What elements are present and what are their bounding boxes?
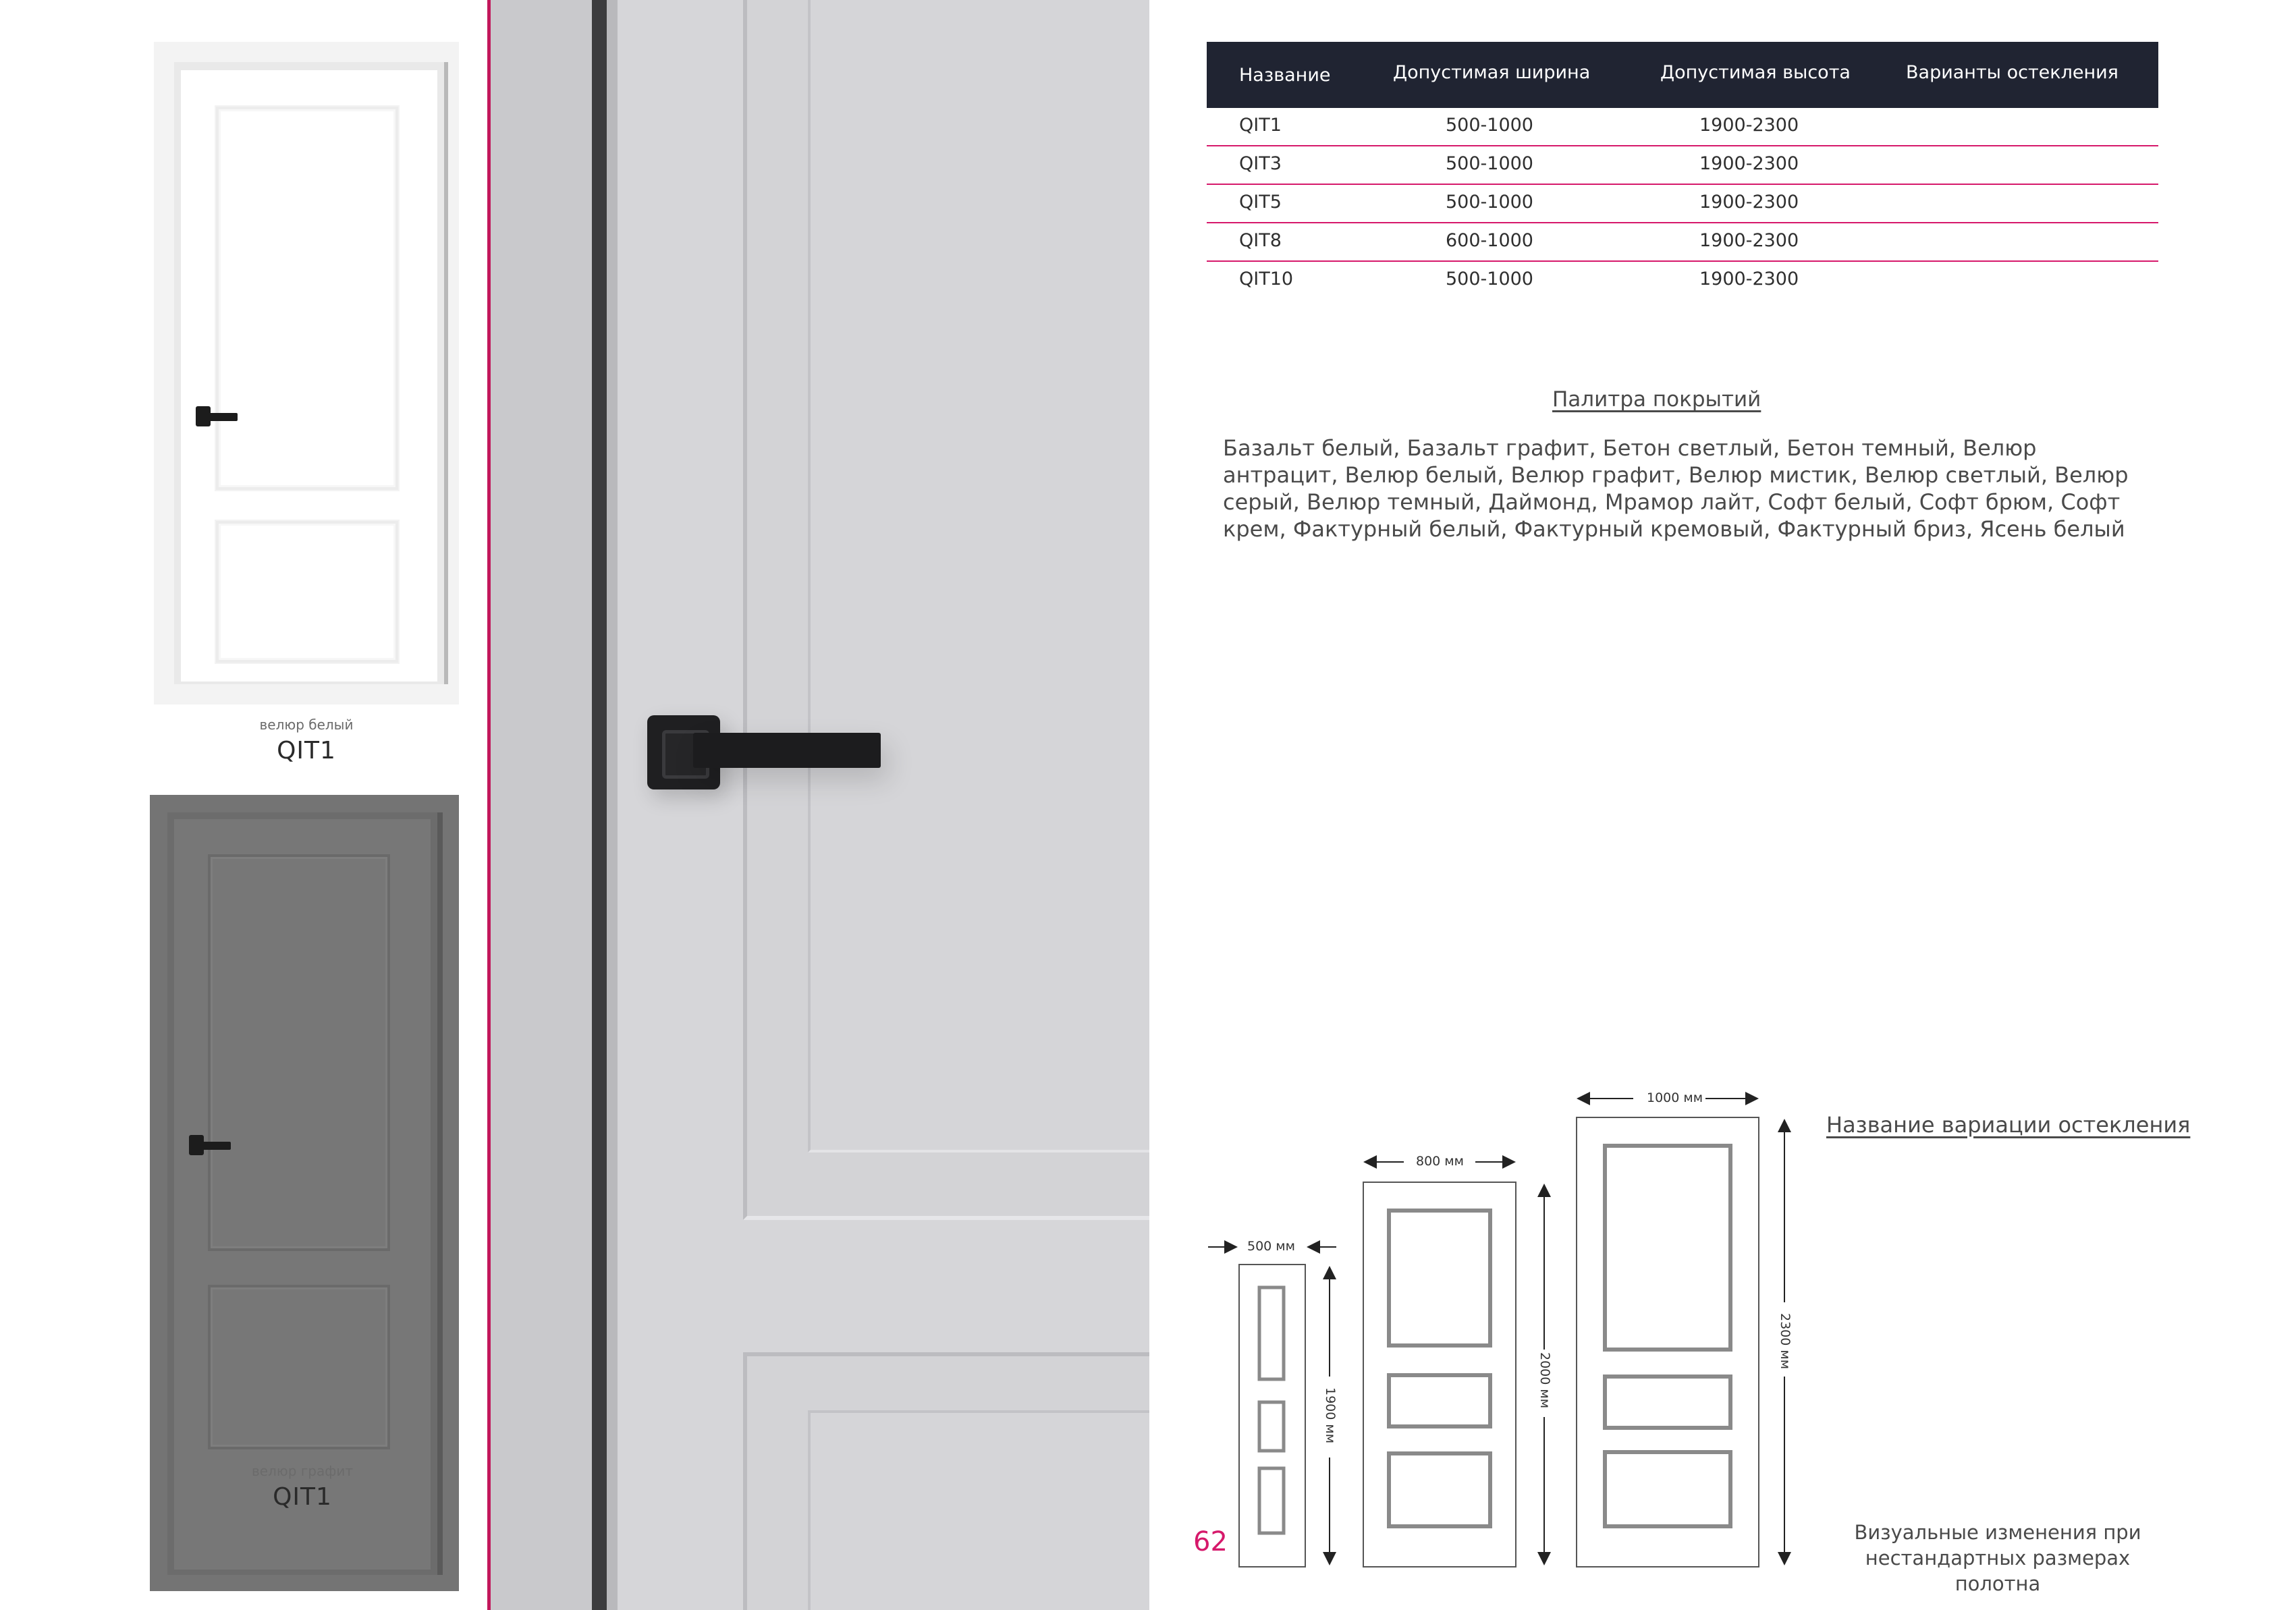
- door-leaf: [174, 819, 431, 1570]
- glazing-panel: [1259, 1402, 1284, 1451]
- palette-list: Базальт белый, Базальт графит, Бетон светлый, Бетон темный, Велюр антрацит, Велюр белый, Велюр графит, Велюр мистик, Велюр светлый, Велюр серый, Велюр темный, Даймонд, Мрамор лайт, Софт белый, Софт брюм, Софт крем, Фактурный белый, Фактурный кремовый, Фактурный бриз, Ясень белый: [1223, 435, 2129, 542]
- cell-width: 500-1000: [1446, 192, 1533, 213]
- glazing-panel: [1389, 1375, 1490, 1426]
- cell-name: QIT1: [1239, 115, 1282, 136]
- table-row: [1207, 185, 2158, 223]
- cell-name: QIT8: [1239, 230, 1282, 251]
- door-panel-upper-inner: [808, 0, 1149, 1153]
- door-leaf: [181, 70, 437, 682]
- glazing-panel: [1605, 1452, 1730, 1526]
- palette-title: Палитра покрытий: [1552, 387, 1761, 412]
- door-thumbnail-white: [154, 42, 459, 704]
- width-label-1000: 1000 мм: [1644, 1090, 1705, 1105]
- cell-height: 1900-2300: [1699, 115, 1799, 136]
- door-handle-lever: [198, 1142, 231, 1150]
- cell-name: QIT10: [1239, 269, 1294, 289]
- width-label-800: 800 мм: [1413, 1154, 1467, 1169]
- door-edge: [607, 0, 618, 1610]
- cell-height: 1900-2300: [1699, 230, 1799, 251]
- dimensions-table: [1207, 42, 2158, 299]
- header-name: Название: [1239, 65, 1331, 86]
- door-handle-lever: [205, 413, 238, 421]
- cell-name: QIT3: [1239, 153, 1282, 174]
- door-panel-upper: [216, 107, 398, 490]
- door-closeup-image: [491, 0, 1149, 1610]
- header-width: Допустимая ширина: [1393, 62, 1591, 83]
- door-panel-lower: [216, 521, 398, 663]
- cell-width: 600-1000: [1446, 230, 1533, 251]
- door-gap: [592, 0, 607, 1610]
- size-change-note: Визуальные изменения при нестандартных размерах полотна: [1854, 1521, 2141, 1595]
- cell-width: 500-1000: [1446, 153, 1533, 174]
- glazing-panel: [1389, 1211, 1490, 1345]
- cell-width: 500-1000: [1446, 269, 1533, 289]
- glazing-panel: [1605, 1377, 1730, 1428]
- height-label-1900: 1900 мм: [1323, 1387, 1338, 1444]
- door-panel-lower: [208, 1285, 390, 1449]
- glazing-diagram: [1201, 1080, 1822, 1579]
- glazing-variation-title: Название вариации остекления: [1826, 1112, 2191, 1138]
- header-glazing: Варианты остекления: [1906, 62, 2119, 83]
- height-label-2000: 2000 мм: [1537, 1352, 1552, 1409]
- door-panel-lower-inner: [808, 1410, 1149, 1610]
- table-row: [1207, 223, 2158, 262]
- glazing-panel: [1605, 1146, 1730, 1350]
- door-handle-lever: [693, 733, 881, 768]
- product-model-label: QIT1: [273, 1483, 332, 1511]
- table-row: [1207, 108, 2158, 146]
- glazing-panel: [1389, 1453, 1490, 1526]
- door-panel-upper: [208, 854, 390, 1251]
- table-header: [1207, 42, 2158, 108]
- door-leaf: [618, 0, 1149, 1610]
- table-row: [1207, 146, 2158, 185]
- cell-height: 1900-2300: [1699, 192, 1799, 213]
- page-number: 62: [1193, 1526, 1228, 1557]
- header-height: Допустимая высота: [1660, 62, 1851, 83]
- table-row: [1207, 262, 2158, 299]
- glazing-panel: [1259, 1287, 1284, 1379]
- door-frame: [174, 62, 448, 684]
- cell-height: 1900-2300: [1699, 153, 1799, 174]
- product-finish-label: велюр графит: [252, 1463, 353, 1479]
- height-label-2300: 2300 мм: [1778, 1313, 1793, 1370]
- cell-height: 1900-2300: [1699, 269, 1799, 289]
- cell-width: 500-1000: [1446, 115, 1533, 136]
- door-outline-500: [1239, 1265, 1305, 1567]
- door-frame: [491, 0, 592, 1610]
- glazing-panel: [1259, 1468, 1284, 1533]
- width-label-500: 500 мм: [1245, 1239, 1298, 1254]
- product-finish-label: велюр белый: [259, 717, 354, 733]
- cell-name: QIT5: [1239, 192, 1282, 213]
- product-model-label: QIT1: [277, 737, 336, 765]
- door-frame: [167, 812, 443, 1575]
